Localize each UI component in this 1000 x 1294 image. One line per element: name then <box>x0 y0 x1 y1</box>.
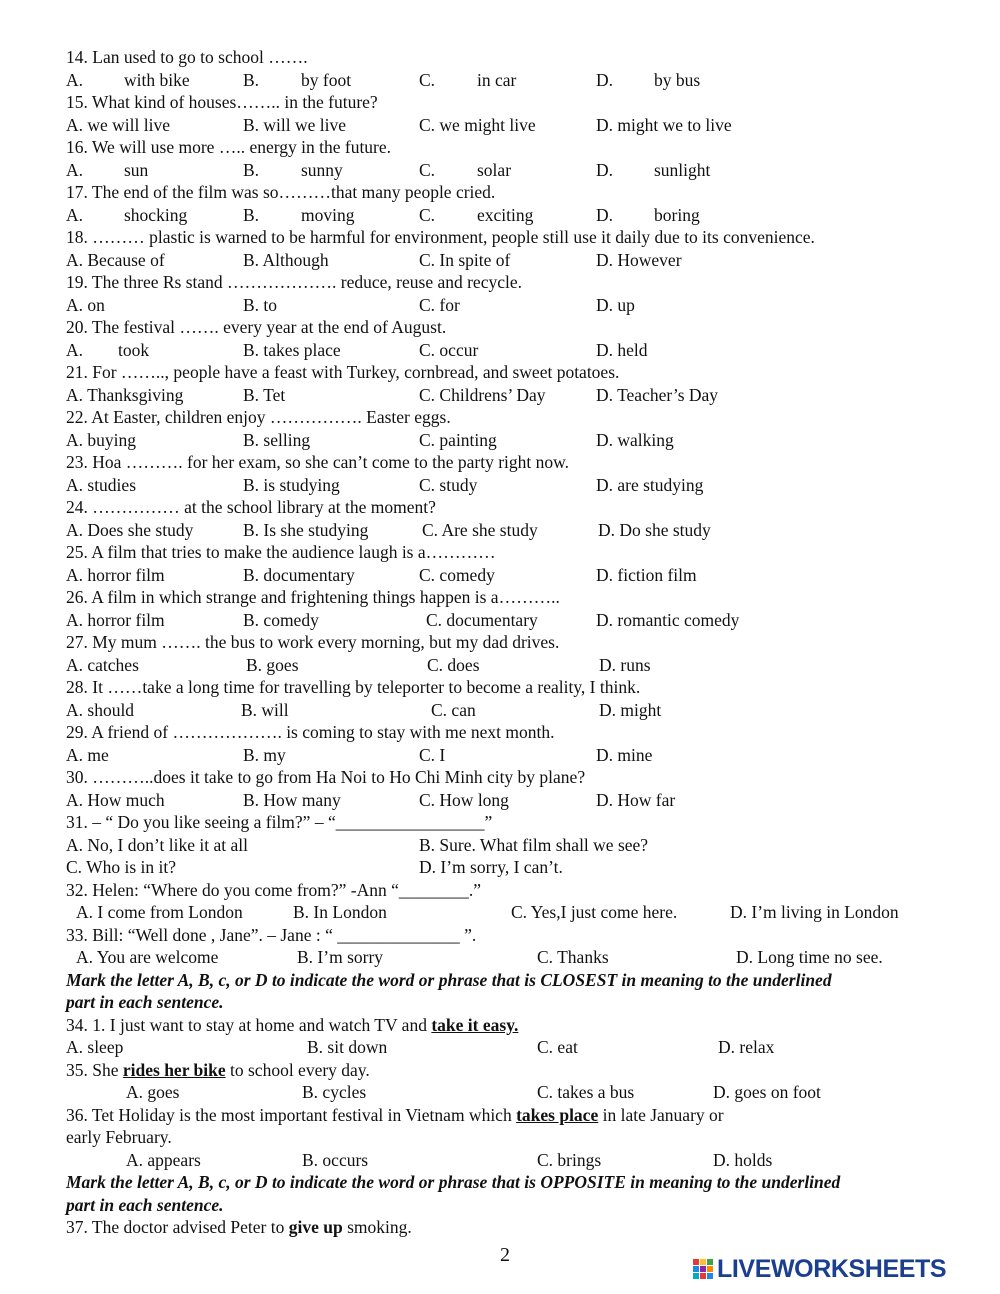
answer-option: C. eat <box>537 1037 578 1057</box>
options-line <box>66 834 966 857</box>
question-text <box>66 1104 724 1127</box>
answer-option: C. study <box>419 474 478 495</box>
question-text <box>66 541 496 564</box>
question-text <box>66 586 560 609</box>
answer-option: B. is studying <box>243 474 340 495</box>
instruction-line: part in each sentence. <box>66 1194 224 1215</box>
question-line <box>66 541 966 564</box>
question-text <box>66 924 476 947</box>
question-text <box>66 361 619 384</box>
answer-option: C. Childrens’ Day <box>419 384 546 405</box>
answer-option: C. I <box>419 744 446 765</box>
question-line <box>66 676 966 699</box>
question-segment: 28. It ……take a long time for travelling by teleporter to become a reality, I think. <box>66 677 641 697</box>
options-line <box>66 946 966 969</box>
question-line <box>66 91 966 114</box>
answer-option: A. I come from London <box>76 902 243 922</box>
answer-option: C. painting <box>419 429 497 450</box>
answer-option: A. Because of <box>66 249 165 270</box>
question-line <box>66 586 966 609</box>
question-text <box>66 406 451 429</box>
options-line <box>66 1149 966 1172</box>
option-text: sun <box>124 159 149 180</box>
question-text <box>66 1059 370 1082</box>
question-text <box>66 766 585 789</box>
option-text: by bus <box>654 69 701 90</box>
option-letter: C. <box>419 69 436 90</box>
answer-option: A. horror film <box>66 609 165 630</box>
answer-option: B. sit down <box>307 1037 388 1057</box>
answer-option: A. No, I don’t like it at all <box>66 834 248 855</box>
question-text <box>66 226 815 249</box>
question-segment: 18. ……… plastic is warned to be harmful for environment, people still use it daily due to its convenience. <box>66 227 815 247</box>
question-line <box>66 46 966 69</box>
answer-option: D. runs <box>599 654 651 675</box>
answer-option: C. occur <box>419 339 479 360</box>
question-text <box>66 136 391 159</box>
question-segment: 33. Bill: “Well done , Jane”. – Jane : “ ______________ ”. <box>66 924 477 945</box>
options-line <box>66 564 966 587</box>
answer-option: D. Long time no see. <box>736 947 883 967</box>
options-line <box>66 474 966 497</box>
option-letter: D. <box>596 159 614 180</box>
option-letter: A. <box>66 204 84 225</box>
answer-option: A. goes <box>126 1082 180 1102</box>
answer-option: B. How many <box>243 789 341 810</box>
option-letter: B. <box>243 159 260 180</box>
question-segment: 17. The end of the film was so………that many people cried. <box>66 182 496 202</box>
options-line <box>66 69 966 92</box>
answer-option: B. to <box>243 294 278 315</box>
question-segment: 32. Helen: “Where do you come from?” -Ann “________.” <box>66 879 481 900</box>
question-segment: 27. My mum ……. the bus to work every morning, but my dad drives. <box>66 632 560 652</box>
answer-option: A. took <box>66 339 150 360</box>
answer-option: B. Sure. What film shall we see? <box>419 834 649 855</box>
answer-option: D. are studying <box>596 474 704 495</box>
answer-option: B. comedy <box>243 609 319 630</box>
answer-option: A. You are welcome <box>76 947 219 967</box>
option-text: exciting <box>477 204 534 225</box>
question-line <box>66 226 966 249</box>
question-segment: 35. She <box>66 1059 123 1080</box>
question-text <box>66 316 446 339</box>
question-line <box>66 721 966 744</box>
answer-option: A. appears <box>126 1149 201 1170</box>
options-line <box>66 609 966 632</box>
options-line <box>66 699 966 722</box>
answer-option <box>596 159 710 182</box>
underlined-phrase: take it easy. <box>431 1014 519 1035</box>
instruction-line: Mark the letter A, B, c, or D to indicate the word or phrase that is CLOSEST in meaning to the underlined <box>66 969 832 990</box>
answer-option <box>66 159 148 182</box>
answer-option: A. How much <box>66 789 165 810</box>
options-line <box>66 1036 966 1059</box>
option-letter: B. <box>243 204 260 225</box>
question-line <box>66 1126 966 1149</box>
options-line <box>66 856 966 879</box>
answer-option: B. Although <box>243 249 329 270</box>
question-line <box>66 361 966 384</box>
options-line <box>66 249 966 272</box>
answer-option: A. on <box>66 294 105 315</box>
answer-option: A. Thanksgiving <box>66 384 184 405</box>
answer-option: D. fiction film <box>596 564 697 585</box>
question-text <box>66 496 436 519</box>
answer-option: D. relax <box>718 1037 775 1057</box>
question-segment: smoking. <box>342 1217 412 1237</box>
option-letter: D. <box>596 204 614 225</box>
worksheet-body <box>66 46 966 1239</box>
option-letter: A. <box>66 69 84 90</box>
answer-option <box>419 204 533 227</box>
answer-option: A. studies <box>66 474 136 495</box>
answer-option: C. documentary <box>426 609 538 630</box>
question-segment: early February. <box>66 1127 172 1147</box>
answer-option: C. In spite of <box>419 249 511 270</box>
answer-option <box>243 159 343 182</box>
answer-option <box>419 159 511 182</box>
question-line <box>66 631 966 654</box>
liveworksheets-logo-icon <box>692 1258 714 1280</box>
question-line <box>66 1014 966 1037</box>
question-line <box>66 811 966 834</box>
option-letter: C. <box>419 204 436 225</box>
answer-option: A. catches <box>66 654 139 675</box>
question-text <box>66 46 308 69</box>
options-line <box>66 384 966 407</box>
answer-option: B. will we live <box>243 114 347 135</box>
question-line <box>66 316 966 339</box>
question-text <box>66 451 569 474</box>
options-line <box>66 204 966 227</box>
bold-phrase: give up <box>288 1217 343 1237</box>
question-segment: 26. A film in which strange and frightening things happen is a……….. <box>66 587 560 607</box>
answer-option <box>243 69 351 92</box>
answer-option: D. might <box>599 699 662 720</box>
question-text <box>66 271 522 294</box>
question-segment: 20. The festival ……. every year at the end of August. <box>66 317 447 337</box>
answer-option: A. sleep <box>66 1037 124 1057</box>
question-line <box>66 496 966 519</box>
question-segment: 23. Hoa ………. for her exam, so she can’t come to the party right now. <box>66 452 569 472</box>
answer-option: B. Is she studying <box>243 519 369 540</box>
options-line <box>66 429 966 452</box>
question-segment: 36. Tet Holiday is the most important festival in Vietnam which <box>66 1104 517 1125</box>
answer-option: C. How long <box>419 789 509 810</box>
question-text <box>66 879 481 902</box>
question-line <box>66 924 966 947</box>
answer-option: B. selling <box>243 429 311 450</box>
option-letter: B. <box>243 69 260 90</box>
question-segment: 15. What kind of houses…….. in the future? <box>66 92 378 112</box>
answer-option: D. held <box>596 339 648 360</box>
question-segment: 30. ………..does it take to go from Ha Noi to Ho Chi Minh city by plane? <box>66 767 586 787</box>
options-line <box>66 901 966 924</box>
liveworksheets-brand <box>692 1254 946 1284</box>
question-line <box>66 451 966 474</box>
question-line <box>66 879 966 902</box>
answer-option: A. horror film <box>66 564 165 585</box>
answer-option: B. will <box>241 699 289 720</box>
answer-option: C. comedy <box>419 564 495 585</box>
answer-option <box>66 204 187 227</box>
answer-option: C. for <box>419 294 460 315</box>
option-text: with bike <box>124 69 190 90</box>
question-text <box>66 1014 518 1037</box>
answer-option: B. I’m sorry <box>297 947 384 967</box>
answer-option: D. Teacher’s Day <box>596 384 719 405</box>
option-letter: C. <box>419 159 436 180</box>
answer-option: B. In London <box>293 902 387 922</box>
answer-option: D. I’m living in London <box>730 902 899 922</box>
answer-option: C. does <box>427 654 480 675</box>
answer-option <box>596 69 700 92</box>
question-line <box>66 766 966 789</box>
option-text: by foot <box>301 69 352 90</box>
question-segment: 31. – “ Do you like seeing a film?” – “_________________” <box>66 812 493 832</box>
options-line <box>66 1081 966 1104</box>
answer-option: B. documentary <box>243 564 355 585</box>
answer-option: D. walking <box>596 429 674 450</box>
answer-option: B. takes place <box>243 339 341 360</box>
answer-option: A. Does she study <box>66 519 194 540</box>
question-segment: 19. The three Rs stand ………………. reduce, reuse and recycle. <box>66 272 522 292</box>
option-text: in car <box>477 69 517 90</box>
answer-option: D. However <box>596 249 682 270</box>
answer-option: C. Are she study <box>422 519 538 540</box>
question-segment: 21. For …….., people have a feast with Turkey, cornbread, and sweet potatoes. <box>66 362 620 382</box>
question-text <box>66 1126 172 1149</box>
option-letter: A. <box>66 159 84 180</box>
answer-option: B. goes <box>246 654 299 675</box>
answer-option: A. we will live <box>66 114 171 135</box>
answer-option: D. Do she study <box>598 519 711 540</box>
question-segment: 25. A film that tries to make the audience laugh is a………… <box>66 542 496 562</box>
instruction-line: part in each sentence. <box>66 992 224 1012</box>
question-text <box>66 811 492 834</box>
option-text: moving <box>301 204 355 225</box>
answer-option: C. Who is in it? <box>66 857 177 877</box>
question-line <box>66 1104 966 1127</box>
instruction-line: Mark the letter A, B, c, or D to indicate the word or phrase that is OPPOSITE in meaning to the underlined <box>66 1172 841 1192</box>
answer-option: B. Tet <box>243 384 286 405</box>
options-line <box>66 744 966 767</box>
question-text <box>66 91 378 114</box>
answer-option: D. mine <box>596 744 653 765</box>
question-segment: 14. Lan used to go to school ……. <box>66 47 308 67</box>
options-line <box>66 654 966 677</box>
question-segment: 24. …………… at the school library at the moment? <box>66 497 436 517</box>
question-line <box>66 136 966 159</box>
options-line <box>66 339 966 362</box>
underlined-phrase: takes place <box>516 1104 599 1125</box>
answer-option: A. should <box>66 699 135 720</box>
underlined-phrase: rides her bike <box>122 1059 226 1080</box>
answer-option <box>66 69 190 92</box>
question-segment: 34. 1. I just want to stay at home and watch TV and <box>66 1014 432 1035</box>
question-text <box>66 721 555 744</box>
answer-option: A. buying <box>66 429 136 450</box>
question-text <box>66 631 559 654</box>
answer-option: B. cycles <box>302 1082 367 1102</box>
answer-option: D. holds <box>713 1149 773 1170</box>
options-line <box>66 159 966 182</box>
answer-option: C. we might live <box>419 114 536 135</box>
answer-option: C. Yes,I just come here. <box>511 902 678 922</box>
question-segment: 37. The doctor advised Peter to <box>66 1217 289 1237</box>
answer-option: C. Thanks <box>537 947 609 967</box>
question-line <box>66 1216 966 1239</box>
answer-option <box>596 204 700 227</box>
answer-option: D. up <box>596 294 635 315</box>
question-segment: in late January or <box>598 1104 724 1125</box>
options-line <box>66 294 966 317</box>
answer-option: D. How far <box>596 789 676 810</box>
question-line <box>66 406 966 429</box>
answer-option: B. occurs <box>302 1149 369 1170</box>
answer-option: D. goes on foot <box>713 1082 821 1102</box>
option-text: boring <box>654 204 700 225</box>
answer-option: C. can <box>431 699 476 720</box>
question-text <box>66 181 495 204</box>
answer-option: A. me <box>66 744 109 765</box>
question-segment: 29. A friend of ………………. is coming to stay with me next month. <box>66 722 555 742</box>
question-text <box>66 676 640 699</box>
options-line <box>66 789 966 812</box>
question-text <box>66 1216 412 1239</box>
question-segment: 22. At Easter, children enjoy ……………. Easter eggs. <box>66 407 451 427</box>
answer-option <box>419 69 516 92</box>
options-line <box>66 519 966 542</box>
option-letter: D. <box>596 69 614 90</box>
answer-option <box>243 204 354 227</box>
question-line <box>66 271 966 294</box>
answer-option: C. brings <box>537 1149 602 1170</box>
answer-option: D. might we to live <box>596 114 732 135</box>
option-text: shocking <box>124 204 188 225</box>
answer-option: D. romantic comedy <box>596 609 740 630</box>
question-segment: to school every day. <box>225 1059 370 1080</box>
option-text: solar <box>477 159 512 180</box>
question-segment: 16. We will use more ….. energy in the future. <box>66 137 392 157</box>
answer-option: B. my <box>243 744 286 765</box>
answer-option: C. takes a bus <box>537 1082 635 1102</box>
page-number: 2 <box>500 1244 510 1266</box>
option-text: sunlight <box>654 159 711 180</box>
question-line <box>66 1059 966 1082</box>
brand-name: LIVEWORKSHEETS <box>717 1254 947 1283</box>
options-line <box>66 114 966 137</box>
option-text: sunny <box>301 159 343 180</box>
question-line <box>66 181 966 204</box>
answer-option: D. I’m sorry, I can’t. <box>419 857 563 877</box>
